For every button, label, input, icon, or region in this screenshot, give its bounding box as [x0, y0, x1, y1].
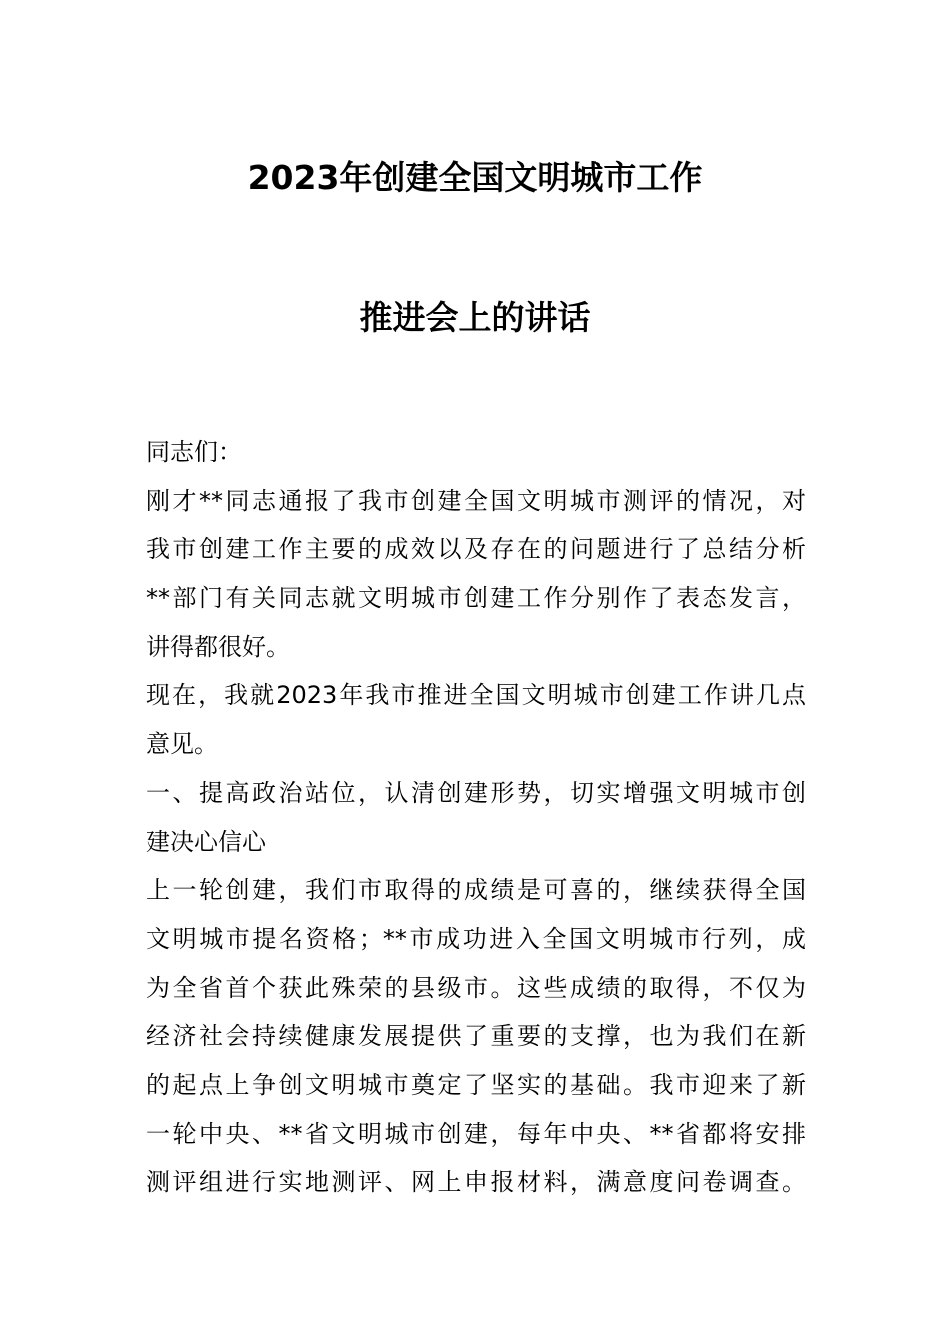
body-text-line: 同志们：: [146, 438, 242, 466]
body-text-line: 现在，我就2023年我市推进全国文明城市创建工作讲几点: [146, 681, 806, 710]
document-title-line-1: 2023年创建全国文明城市工作: [247, 158, 703, 197]
body-text-line: 的起点上争创文明城市奠定了坚实的基础。我市迎来了新: [146, 1070, 806, 1099]
body-text-line: 建决心信心: [146, 827, 266, 856]
body-text-line: 我市创建工作主要的成效以及存在的问题进行了总结分析: [146, 535, 806, 564]
body-text-line: **部门有关同志就文明城市创建工作分别作了表态发言，: [146, 584, 806, 613]
body-text-line: 一、提高政治站位，认清创建形势，切实增强文明城市创: [146, 778, 806, 807]
body-text-line: 讲得都很好。: [146, 632, 290, 661]
body-text-line: 上一轮创建，我们市取得的成绩是可喜的，继续获得全国: [146, 876, 806, 905]
body-text-line: 文明城市提名资格；**市成功进入全国文明城市行列，成: [146, 924, 806, 953]
body-text-line: 刚才**同志通报了我市创建全国文明城市测评的情况，对: [146, 486, 806, 515]
body-text-line: 意见。: [146, 730, 218, 759]
body-text-line: 为全省首个获此殊荣的县级市。这些成绩的取得，不仅为: [146, 973, 806, 1002]
document-title-line-2: 推进会上的讲话: [359, 298, 591, 337]
body-text-line: 经济社会持续健康发展提供了重要的支撑，也为我们在新: [146, 1022, 806, 1051]
body-text-line: 测评组进行实地测评、网上申报材料，满意度问卷调查。: [146, 1168, 806, 1197]
body-text-line: 一轮中央、**省文明城市创建，每年中央、**省都将安排: [146, 1119, 806, 1148]
document-body: [146, 430, 806, 1209]
